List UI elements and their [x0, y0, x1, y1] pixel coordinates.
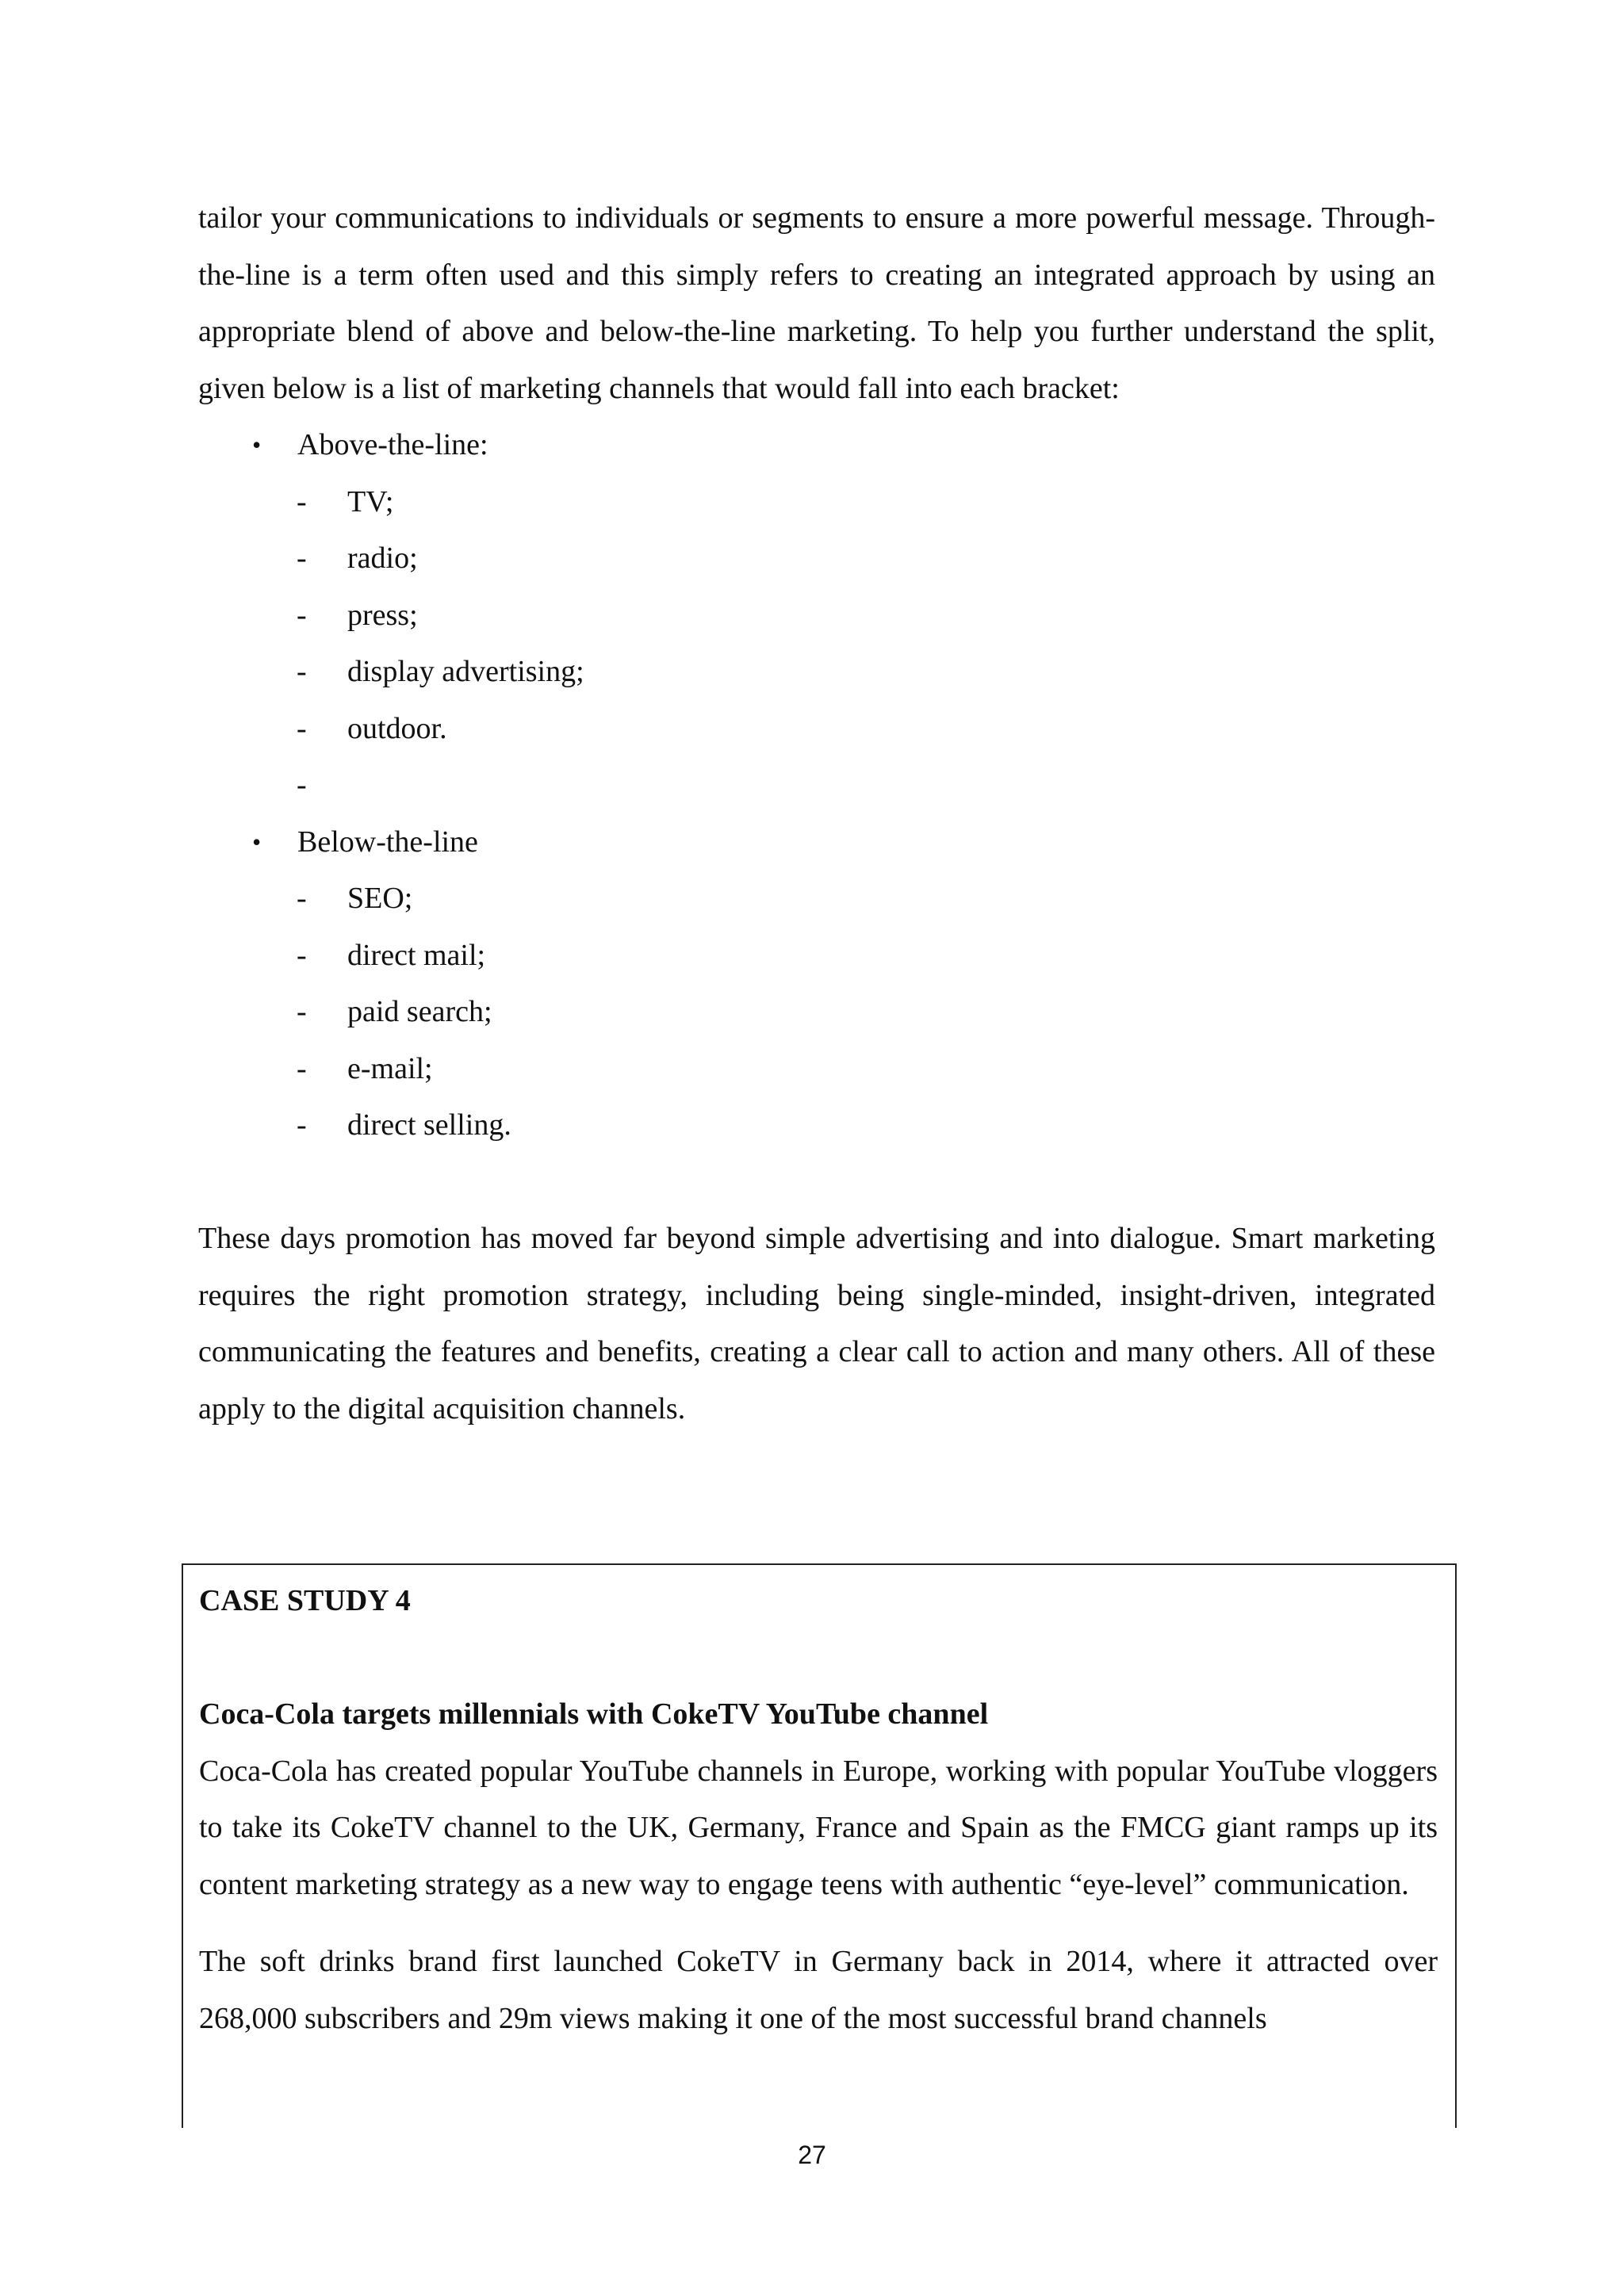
dash-icon: -	[297, 541, 307, 575]
dash-icon: -	[297, 768, 307, 802]
dash-icon: -	[297, 484, 307, 519]
sub-item-text: direct selling.	[347, 1108, 511, 1142]
sub-item-text: display advertising;	[347, 655, 584, 688]
case-study-subtitle: Coca-Cola targets millennials with CokeTV YouTube channel	[199, 1697, 989, 1731]
dash-icon: -	[297, 882, 307, 915]
closing-paragraph: These days promotion has moved far beyond simple advertising and into dialogue. Smart marketing requires the right promotion strategy, including being single-minded, insight-driven, integrated communicating the features and benefits, creating a clear call to action and many others. All of these apply to the digital acquisition channels.	[198, 1222, 1435, 1425]
below-the-line-label: Below-the-line	[297, 825, 478, 859]
sub-item-text: TV;	[347, 484, 394, 519]
sub-list-item	[198, 871, 1435, 928]
sub-list-item	[198, 587, 1435, 645]
sub-item-text: e-mail;	[347, 1051, 433, 1085]
above-the-line-label: Above-the-line:	[297, 428, 488, 461]
bullet-below-the-line	[198, 814, 1435, 871]
dash-icon: -	[297, 1108, 307, 1142]
sub-list-item	[198, 984, 1435, 1041]
dash-icon: -	[297, 995, 307, 1028]
case-study-paragraph-2: The soft drinks brand first launched CokeTV in Germany back in 2014, where it attracted over 268,000 subscribers and 29m views making it one of the most successful brand channels	[199, 1945, 1438, 2035]
intro-paragraph: tailor your communications to individuals or segments to ensure a more powerful message. Through-the-line is a term often used and this simply refers to creating an integrated approach by using an appropriate blend of above and below-the-line marketing. To help you further understand the split, given below is a list of marketing channels that would fall into each bracket:	[198, 201, 1435, 405]
sub-list-item	[198, 530, 1435, 587]
case-study-heading: CASE STUDY 4	[199, 1584, 411, 1617]
bullet-above-the-line	[198, 417, 1435, 474]
below-the-line-sublist	[198, 871, 1435, 1154]
sub-list-item	[198, 1041, 1435, 1098]
channel-bullet-list	[198, 417, 1435, 474]
sub-list-item	[198, 474, 1435, 531]
spacer	[198, 1154, 1435, 1211]
dash-icon: -	[297, 655, 307, 688]
dash-icon: -	[297, 711, 307, 745]
case-study-paragraph-1: Coca-Cola has created popular YouTube channels in Europe, working with popular YouTube vloggers to take its CokeTV channel to the UK, Germany, France and Spain as the FMCG giant ramps up its content marketing strategy as a new way to engage teens with authentic “eye-level” communication.	[199, 1754, 1438, 1901]
page-number: 27	[798, 2141, 826, 2169]
sub-item-text: radio;	[347, 541, 418, 575]
sub-item-text: paid search;	[347, 995, 492, 1028]
bullet-dot-icon: •	[252, 430, 262, 459]
sub-list-item	[198, 1097, 1435, 1154]
sub-item-text: direct mail;	[347, 938, 486, 972]
above-the-line-sublist	[198, 474, 1435, 814]
bullet-dot-icon: •	[252, 827, 262, 856]
case-study-box	[182, 1563, 1457, 2128]
channel-bullet-list-2	[198, 814, 1435, 871]
sub-list-item	[198, 757, 1435, 814]
dash-icon: -	[297, 598, 307, 632]
sub-item-text: outdoor.	[347, 711, 447, 745]
sub-item-text: SEO;	[347, 882, 413, 915]
dash-icon: -	[297, 1051, 307, 1085]
sub-list-item	[198, 928, 1435, 985]
dash-icon: -	[297, 938, 307, 972]
sub-list-item	[198, 701, 1435, 758]
case-study-inner	[199, 1573, 1438, 2047]
spacer	[199, 1630, 1438, 1687]
sub-list-item	[198, 644, 1435, 701]
sub-item-text: press;	[347, 598, 418, 632]
page-content	[198, 190, 1435, 1437]
